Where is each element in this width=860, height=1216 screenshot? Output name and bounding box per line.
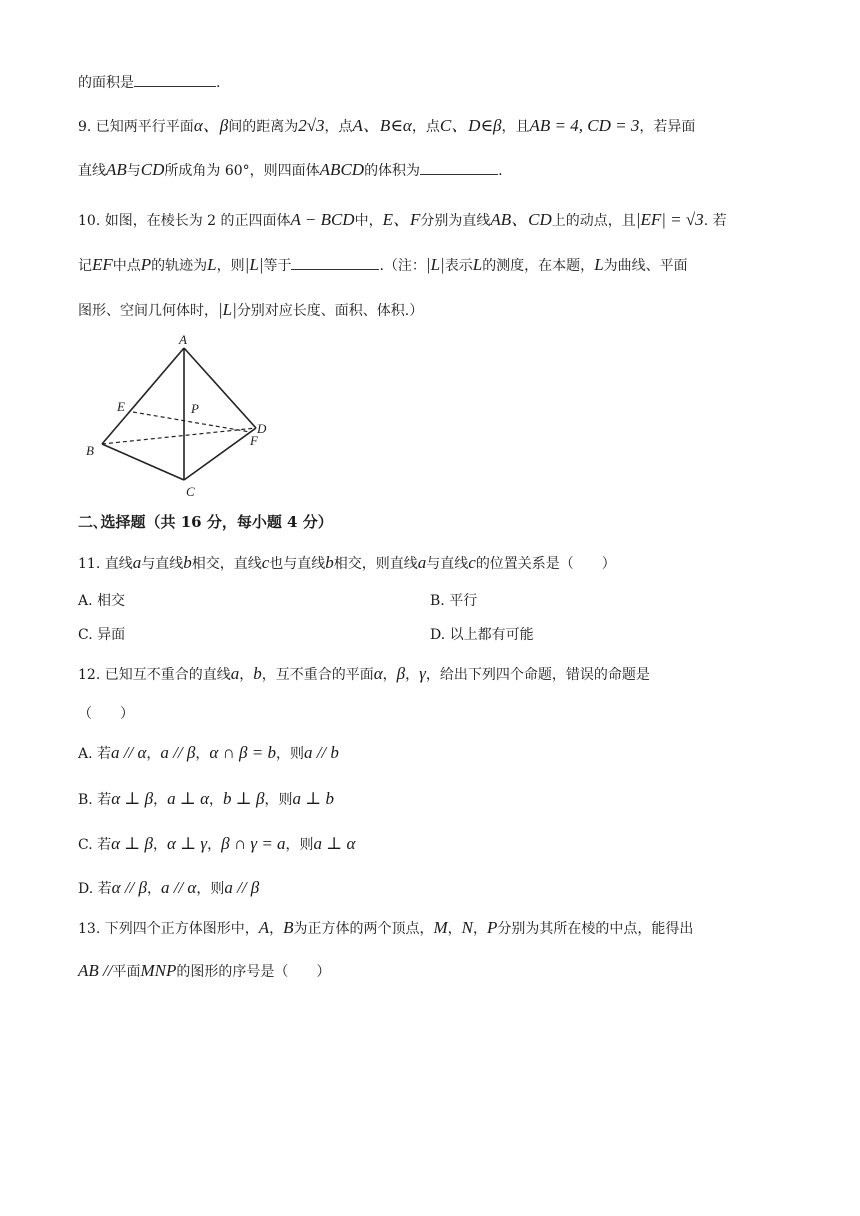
edge-CD: [184, 428, 256, 480]
question-10-line1: 10. 如图，在棱长为 2 的正四面体A − BCD中，E、F分别为直线AB、CD上的动点，且|EF| = √3. 若: [78, 210, 727, 229]
label-D: D: [257, 421, 267, 436]
edge-AD: [184, 348, 256, 428]
section-heading: 二､选择题（共 16 分，每小题 4 分）: [78, 513, 333, 531]
label-B: B: [86, 443, 94, 458]
q12-option-c: C. 若α ⊥ β，α ⊥ γ，β ∩ γ = a，则a ⊥ α: [78, 834, 356, 853]
question-13-line1: 13. 下列四个正方体图形中，A，B为正方体的两个顶点，M，N，P分别为其所在棱的中点，能得出: [78, 918, 694, 937]
answer-blank: [134, 72, 216, 87]
label-C: C: [186, 484, 195, 499]
question-9-line2: 直线AB与CD所成角为 60°，则四面体ABCD的体积为 .: [78, 160, 503, 179]
edge-AB: [102, 348, 184, 444]
q8-tail: 的面积是 .: [78, 72, 220, 93]
q12-option-d: D. 若α // β，a // α，则a // β: [78, 878, 260, 897]
question-13-line2: AB //平面MNP的图形的序号是（ ）: [78, 961, 331, 980]
tetrahedron-figure: [80, 330, 280, 500]
label-F: F: [250, 433, 258, 448]
label-E: E: [117, 399, 125, 414]
q11-option-d: D. 以上都有可能: [430, 627, 534, 643]
q11-option-a: A. 相交: [78, 593, 126, 609]
q11-option-b: B. 平行: [430, 593, 478, 609]
label-P: P: [191, 401, 199, 416]
q12-option-a: A. 若a // α，a // β，α ∩ β = b，则a // b: [78, 743, 339, 762]
edge-BD-hidden: [102, 428, 256, 444]
question-11-stem: 11. 直线a与直线b相交，直线c也与直线b相交，则直线a与直线c的位置关系是（ ）: [78, 553, 616, 572]
answer-blank: [420, 160, 498, 175]
q12-option-b: B. 若α ⊥ β，a ⊥ α，b ⊥ β，则a ⊥ b: [78, 789, 334, 808]
question-10-line2: 记EF中点P的轨迹为L，则|L|等于 .（注：|L|表示L的测度，在本题，L为曲线、平面: [78, 255, 688, 274]
answer-blank: [291, 255, 379, 270]
question-10-line3: 图形、空间几何体时，|L|分别对应长度、面积、体积.）: [78, 300, 424, 319]
label-A: A: [179, 332, 187, 347]
question-12-stem: 12. 已知互不重合的直线a，b，互不重合的平面α，β，γ，给出下列四个命题，错误的命题是: [78, 664, 650, 683]
q11-option-c: C. 异面: [78, 627, 126, 643]
q12-answer-paren: （ ）: [78, 706, 134, 722]
edge-BC: [102, 444, 184, 480]
question-9-line1: 9. 已知两平行平面α、β间的距离为2√3，点A、B∈α，点C、D∈β，且AB = 4, CD = 3，若异面: [78, 116, 696, 135]
